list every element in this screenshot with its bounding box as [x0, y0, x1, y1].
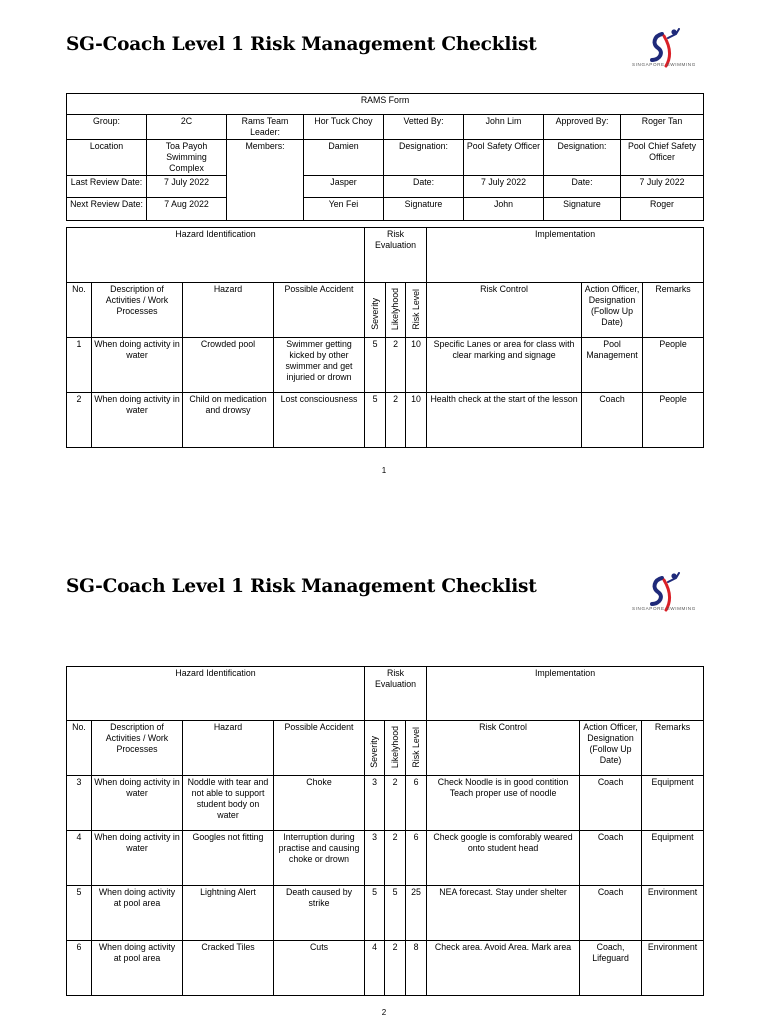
row-accident: Lost consciousness: [274, 393, 365, 448]
row-risk-level: 6: [406, 831, 427, 886]
page-title: SG-Coach Level 1 Risk Management Checklist: [66, 576, 537, 597]
risk-evaluation-header: Risk Evaluation: [365, 228, 427, 283]
row-hazard: Lightning Alert: [183, 886, 274, 941]
row-likelihood: 2: [385, 831, 406, 886]
row-activity: When doing activity in water: [92, 393, 183, 448]
row-activity: When doing activity in water: [92, 338, 183, 393]
row-severity: 5: [365, 886, 385, 941]
page-number: 1: [381, 466, 387, 475]
leader-label: Rams Team Leader:: [227, 115, 304, 140]
officer-header: Action Officer, Designation (Follow Up Date): [580, 721, 642, 776]
row-risk-level: 10: [406, 393, 427, 448]
row-risk-control: Check google is comforably weared onto student head: [427, 831, 580, 886]
row-remarks: People: [643, 338, 704, 393]
row-officer: Pool Management: [582, 338, 643, 393]
risk-level-header: Risk Level: [406, 721, 427, 776]
row-risk-level: 10: [406, 338, 427, 393]
hazard-identification-header: Hazard Identification: [67, 667, 365, 721]
approved-designation-label: Designation:: [544, 139, 621, 175]
row-no: 1: [67, 338, 92, 393]
no-header: No.: [67, 283, 92, 338]
vetted-date: 7 July 2022: [464, 175, 544, 197]
table-row: [67, 776, 704, 831]
row-severity: 4: [365, 941, 385, 996]
row-activity: When doing activity in water: [92, 776, 183, 831]
approved-signature: Roger: [621, 197, 704, 220]
next-review-label: Next Review Date:: [67, 197, 147, 220]
vetted-label: Vetted By:: [384, 115, 464, 140]
singapore-swimming-logo: [624, 572, 704, 632]
page-title: SG-Coach Level 1 Risk Management Checklist: [66, 34, 537, 55]
implementation-header: Implementation: [427, 228, 704, 283]
row-officer: Coach: [580, 776, 642, 831]
row-likelihood: 2: [386, 393, 406, 448]
row-risk-control: Check Noodle is in good contition Teach proper use of noodle: [427, 776, 580, 831]
row-risk-control: Health check at the start of the lesson: [427, 393, 582, 448]
row-likelihood: 5: [385, 886, 406, 941]
activities-header: Description of Activities / Work Processes: [92, 721, 183, 776]
table-row: [67, 941, 704, 996]
hazard-identification-header: Hazard Identification: [67, 228, 365, 283]
row-risk-control: Specific Lanes or area for class with clear marking and signage: [427, 338, 582, 393]
row-severity: 3: [365, 831, 385, 886]
row-hazard: Child on medication and drowsy: [183, 393, 274, 448]
approved-label: Approved By:: [544, 115, 621, 140]
hazard-header: Hazard: [183, 283, 274, 338]
member-2: Jasper: [304, 175, 384, 197]
row-no: 5: [67, 886, 92, 941]
hazard-table-page-2: [66, 666, 704, 996]
member-3: Yen Fei: [304, 197, 384, 220]
row-hazard: Noddle with tear and not able to support student body on water: [183, 776, 274, 831]
table-row: [67, 393, 704, 448]
vetted-designation: Pool Safety Officer: [464, 139, 544, 175]
hazard-header: Hazard: [183, 721, 274, 776]
approved-signature-label: Signature: [544, 197, 621, 220]
last-review-value: 7 July 2022: [147, 175, 227, 197]
row-no: 3: [67, 776, 92, 831]
row-remarks: Environment: [642, 941, 704, 996]
row-risk-level: 8: [406, 941, 427, 996]
vetted-value: John Lim: [464, 115, 544, 140]
row-hazard: Googles not fitting: [183, 831, 274, 886]
row-severity: 5: [365, 338, 386, 393]
vetted-signature-label: Signature: [384, 197, 464, 220]
member-1: Damien: [304, 139, 384, 175]
row-remarks: Equipment: [642, 776, 704, 831]
rams-form-table: [66, 93, 704, 221]
group-value: 2C: [147, 115, 227, 140]
location-value: Toa Payoh Swimming Complex: [147, 139, 227, 175]
vetted-signature: John: [464, 197, 544, 220]
vetted-date-label: Date:: [384, 175, 464, 197]
row-hazard: Cracked Tiles: [183, 941, 274, 996]
severity-header: Severity: [365, 283, 386, 338]
row-accident: Interruption during practise and causing choke or drown: [274, 831, 365, 886]
row-no: 2: [67, 393, 92, 448]
row-officer: Coach, Lifeguard: [580, 941, 642, 996]
location-label: Location: [67, 139, 147, 175]
officer-header: Action Officer, Designation (Follow Up Date): [582, 283, 643, 338]
row-no: 6: [67, 941, 92, 996]
row-hazard: Crowded pool: [183, 338, 274, 393]
row-risk-control: NEA forecast. Stay under shelter: [427, 886, 580, 941]
remarks-header: Remarks: [642, 721, 704, 776]
row-likelihood: 2: [385, 941, 406, 996]
no-header: No.: [67, 721, 92, 776]
page-number: 2: [381, 1008, 387, 1017]
risk-evaluation-header: Risk Evaluation: [365, 667, 427, 721]
approved-date-label: Date:: [544, 175, 621, 197]
row-risk-level: 6: [406, 776, 427, 831]
row-risk-control: Check area. Avoid Area. Mark area: [427, 941, 580, 996]
row-officer: Coach: [580, 886, 642, 941]
row-accident: Swimmer getting kicked by other swimmer and get injuried or drown: [274, 338, 365, 393]
rams-form-heading: RAMS Form: [67, 94, 704, 115]
row-activity: When doing activity at pool area: [92, 886, 183, 941]
group-label: Group:: [67, 115, 147, 140]
risk-level-header: Risk Level: [406, 283, 427, 338]
row-severity: 5: [365, 393, 386, 448]
risk-control-header: Risk Control: [427, 283, 582, 338]
row-officer: Coach: [582, 393, 643, 448]
hazard-table-page-1: [66, 227, 704, 448]
row-remarks: Equipment: [642, 831, 704, 886]
severity-header: Severity: [365, 721, 385, 776]
row-likelihood: 2: [385, 776, 406, 831]
members-label: Members:: [227, 139, 304, 220]
row-remarks: Environment: [642, 886, 704, 941]
row-activity: When doing activity in water: [92, 831, 183, 886]
next-review-value: 7 Aug 2022: [147, 197, 227, 220]
row-accident: Choke: [274, 776, 365, 831]
leader-value: Hor Tuck Choy: [304, 115, 384, 140]
logo-caption: SINGAPORE SWIMMING: [632, 606, 696, 611]
row-accident: Death caused by strike: [274, 886, 365, 941]
approved-date: 7 July 2022: [621, 175, 704, 197]
singapore-swimming-logo: [624, 28, 704, 88]
row-officer: Coach: [580, 831, 642, 886]
row-activity: When doing activity at pool area: [92, 941, 183, 996]
row-severity: 3: [365, 776, 385, 831]
accident-header: Possible Accident: [274, 283, 365, 338]
risk-control-header: Risk Control: [427, 721, 580, 776]
row-no: 4: [67, 831, 92, 886]
table-row: [67, 886, 704, 941]
row-risk-level: 25: [406, 886, 427, 941]
likelihood-header: Likelyhood: [386, 283, 406, 338]
approved-designation: Pool Chief Safety Officer: [621, 139, 704, 175]
implementation-header: Implementation: [427, 667, 704, 721]
row-remarks: People: [643, 393, 704, 448]
table-row: [67, 831, 704, 886]
row-accident: Cuts: [274, 941, 365, 996]
row-likelihood: 2: [386, 338, 406, 393]
table-row: [67, 338, 704, 393]
logo-caption: SINGAPORE SWIMMING: [632, 62, 696, 67]
approved-value: Roger Tan: [621, 115, 704, 140]
vetted-designation-label: Designation:: [384, 139, 464, 175]
remarks-header: Remarks: [643, 283, 704, 338]
activities-header: Description of Activities / Work Processes: [92, 283, 183, 338]
accident-header: Possible Accident: [274, 721, 365, 776]
last-review-label: Last Review Date:: [67, 175, 147, 197]
likelihood-header: Likelyhood: [385, 721, 406, 776]
